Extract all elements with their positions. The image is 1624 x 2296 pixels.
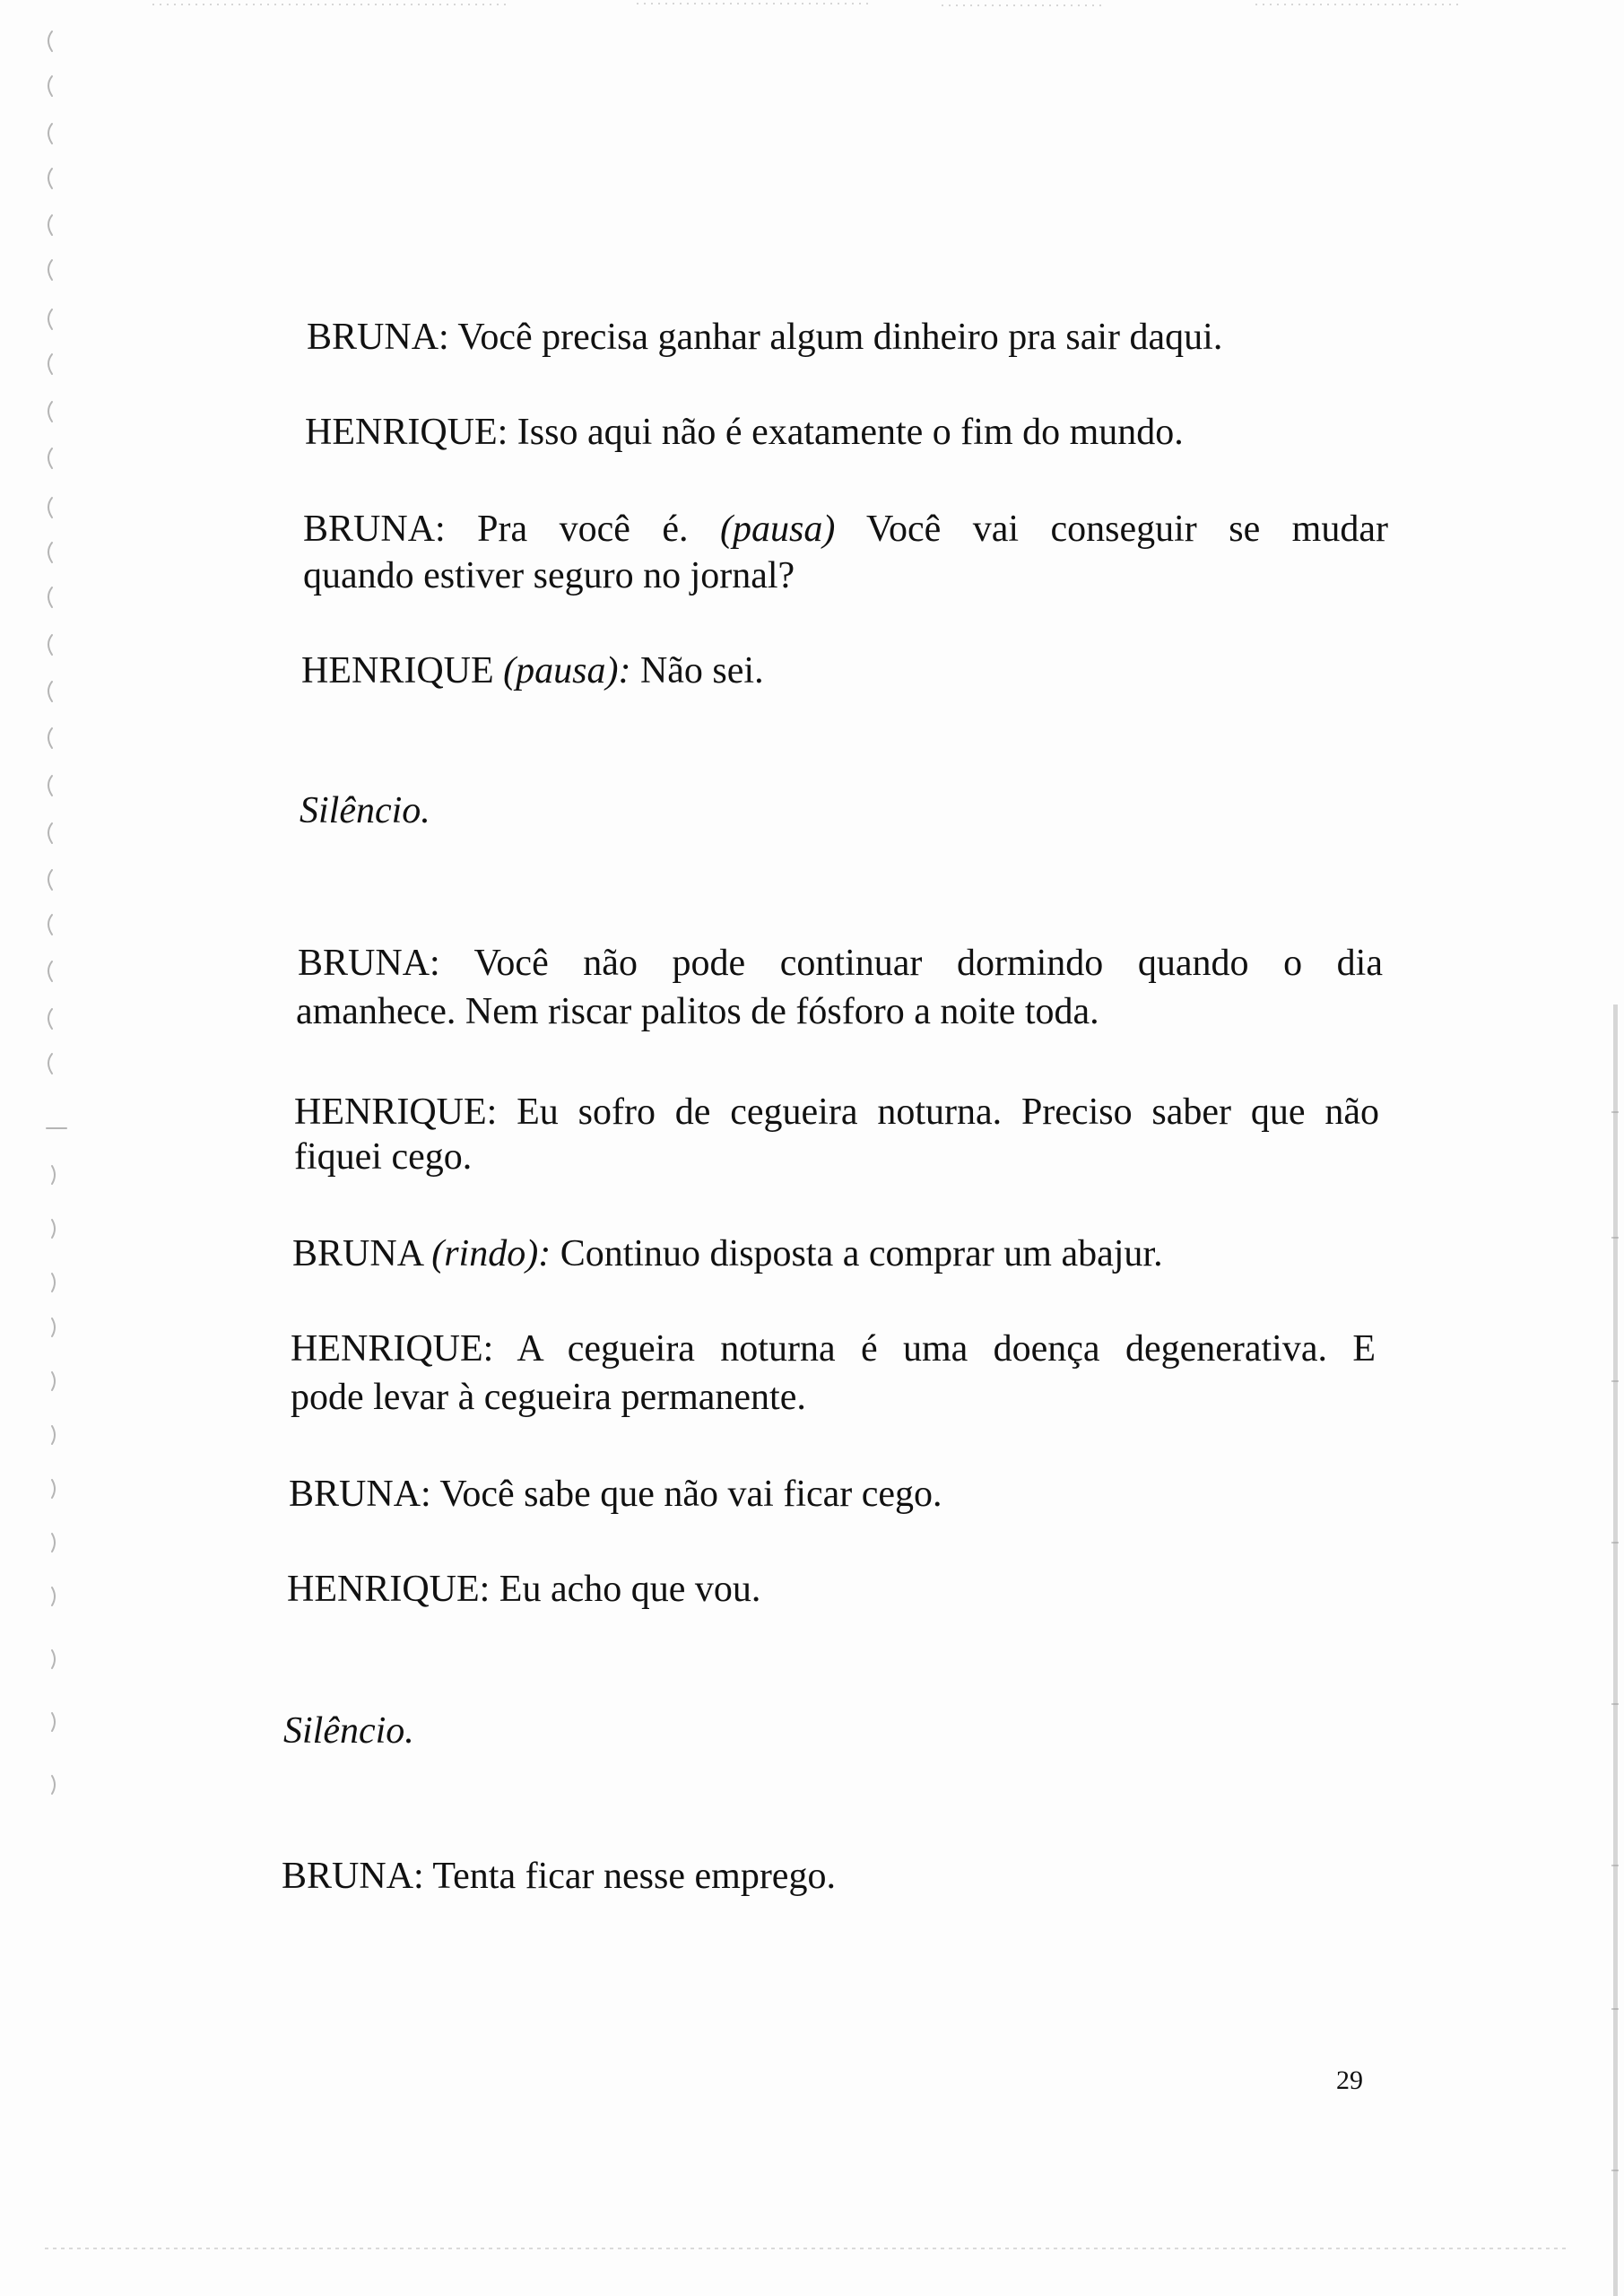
text-segment: amanhece. Nem riscar palitos de fósforo a noite toda.	[296, 991, 1099, 1032]
text-segment: BRUNA: Pra você é.	[303, 509, 720, 550]
stage-direction	[283, 1708, 414, 1754]
text-segment: Você vai conseguir se mudar	[835, 509, 1388, 550]
scan-artifact-edge	[1597, 1004, 1624, 2296]
dialogue-line	[294, 1089, 1379, 1135]
dialogue-line	[303, 506, 1388, 552]
text-segment: BRUNA: Você precisa ganhar algum dinheiro pra sair daqui.	[307, 317, 1223, 358]
dialogue-line	[294, 1134, 472, 1180]
text-segment: Não sei.	[630, 650, 764, 691]
text-segment: BRUNA: Tenta ficar nesse emprego.	[282, 1856, 836, 1897]
page-number: 29	[1336, 2066, 1363, 2095]
dialogue-line	[296, 988, 1099, 1035]
dialogue-line	[292, 1231, 1163, 1277]
text-segment: BRUNA: Você não pode continuar dormindo quando o dia	[298, 943, 1383, 984]
text-segment: quando estiver seguro no jornal?	[303, 555, 795, 596]
text-segment: HENRIQUE	[301, 650, 504, 691]
text-segment: BRUNA	[292, 1233, 432, 1274]
stage-direction	[300, 787, 430, 834]
text-segment: HENRIQUE: Isso aqui não é exatamente o fim do mundo.	[305, 412, 1184, 453]
text-segment: fiquei cego.	[294, 1136, 473, 1178]
binding-hole-marks	[36, 0, 90, 2063]
dialogue-line	[287, 1566, 760, 1613]
dialogue-line	[303, 552, 795, 599]
dialogue-line	[289, 1471, 942, 1518]
dialogue-line	[307, 314, 1222, 361]
text-segment: Continuo disposta a comprar um abajur.	[551, 1233, 1163, 1274]
dialogue-line	[305, 409, 1184, 456]
scan-artifact-top	[135, 0, 1480, 13]
scan-artifact-bottom	[36, 2242, 1578, 2255]
italic-segment: (rindo):	[431, 1233, 551, 1274]
italic-segment: Silêncio.	[300, 790, 430, 831]
dialogue-line	[291, 1326, 1376, 1372]
italic-segment: (pausa)	[719, 509, 836, 550]
dialogue-line	[291, 1374, 806, 1421]
italic-segment: (pausa):	[503, 650, 631, 691]
dialogue-line	[282, 1853, 836, 1900]
text-segment: pode levar à cegueira permanente.	[291, 1377, 806, 1418]
text-segment: BRUNA: Você sabe que não vai ficar cego.	[289, 1474, 942, 1515]
text-segment: HENRIQUE: A cegueira noturna é uma doença degenerativa. E	[291, 1328, 1376, 1370]
dialogue-line	[301, 648, 764, 694]
italic-segment: Silêncio.	[283, 1710, 414, 1752]
dialogue-line	[298, 940, 1383, 987]
text-segment: HENRIQUE: Eu acho que vou.	[287, 1569, 761, 1610]
text-segment: HENRIQUE: Eu sofro de cegueira noturna. Preciso saber que não	[294, 1091, 1379, 1133]
